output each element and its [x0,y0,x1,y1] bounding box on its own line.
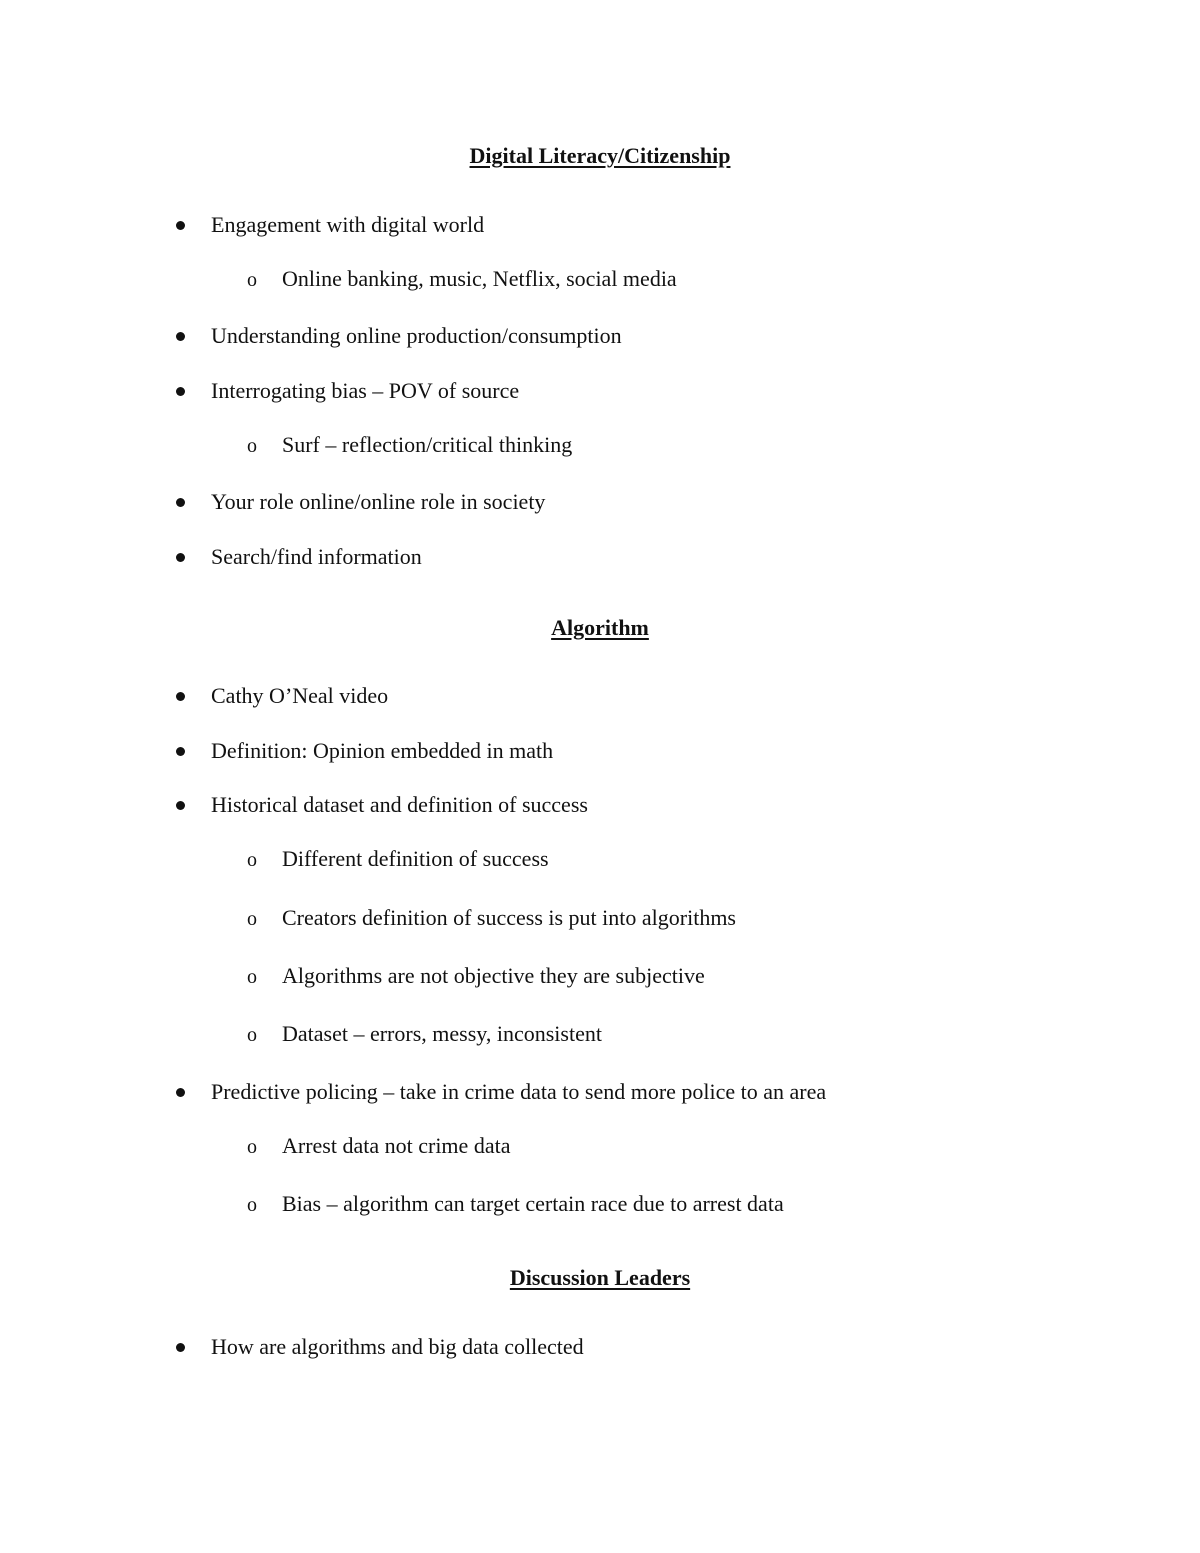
list-item: Your role online/online role in society [211,489,546,514]
bullet-icon [176,801,185,810]
sub-bullet-icon: o [247,269,257,291]
bullet-icon [176,387,185,396]
sub-bullet-icon: o [247,966,257,988]
sub-bullet-icon: o [247,1194,257,1216]
list-item: Predictive policing – take in crime data to send more police to an area [211,1079,827,1104]
list-item: Understanding online production/consumption [211,323,622,348]
sub-list-item: Arrest data not crime data [282,1133,511,1158]
section-heading-algorithm: Algorithm [551,615,649,640]
sub-list-item: Surf – reflection/critical thinking [282,432,573,457]
sub-bullet-icon: o [247,435,257,457]
sub-list-item: Creators definition of success is put into algorithms [282,905,736,930]
list-item: Engagement with digital world [211,212,485,237]
sub-bullet-icon: o [247,908,257,930]
sub-list-item: Different definition of success [282,846,549,871]
sub-bullet-icon: o [247,849,257,871]
list-item: Interrogating bias – POV of source [211,378,520,403]
bullet-icon [176,498,185,507]
bullet-icon [176,692,185,701]
bullet-icon [176,1343,185,1352]
bullet-icon [176,1088,185,1097]
sub-list-item: Online banking, music, Netflix, social media [282,266,677,291]
sub-list-item: Algorithms are not objective they are subjective [282,963,705,988]
sub-list-item: Dataset – errors, messy, inconsistent [282,1021,602,1046]
bullet-icon [176,332,185,341]
list-item: Cathy O’Neal video [211,683,389,708]
section-heading-digital-literacy: Digital Literacy/Citizenship [469,143,731,168]
list-item: How are algorithms and big data collected [211,1334,584,1359]
list-item: Search/find information [211,544,422,569]
section-heading-discussion-leaders: Discussion Leaders [509,1265,691,1290]
bullet-icon [176,553,185,562]
list-item: Definition: Opinion embedded in math [211,738,554,763]
list-item: Historical dataset and definition of success [211,792,588,817]
sub-bullet-icon: o [247,1136,257,1158]
bullet-icon [176,747,185,756]
bullet-icon [176,221,185,230]
sub-list-item: Bias – algorithm can target certain race due to arrest data [282,1191,784,1216]
sub-bullet-icon: o [247,1024,257,1046]
